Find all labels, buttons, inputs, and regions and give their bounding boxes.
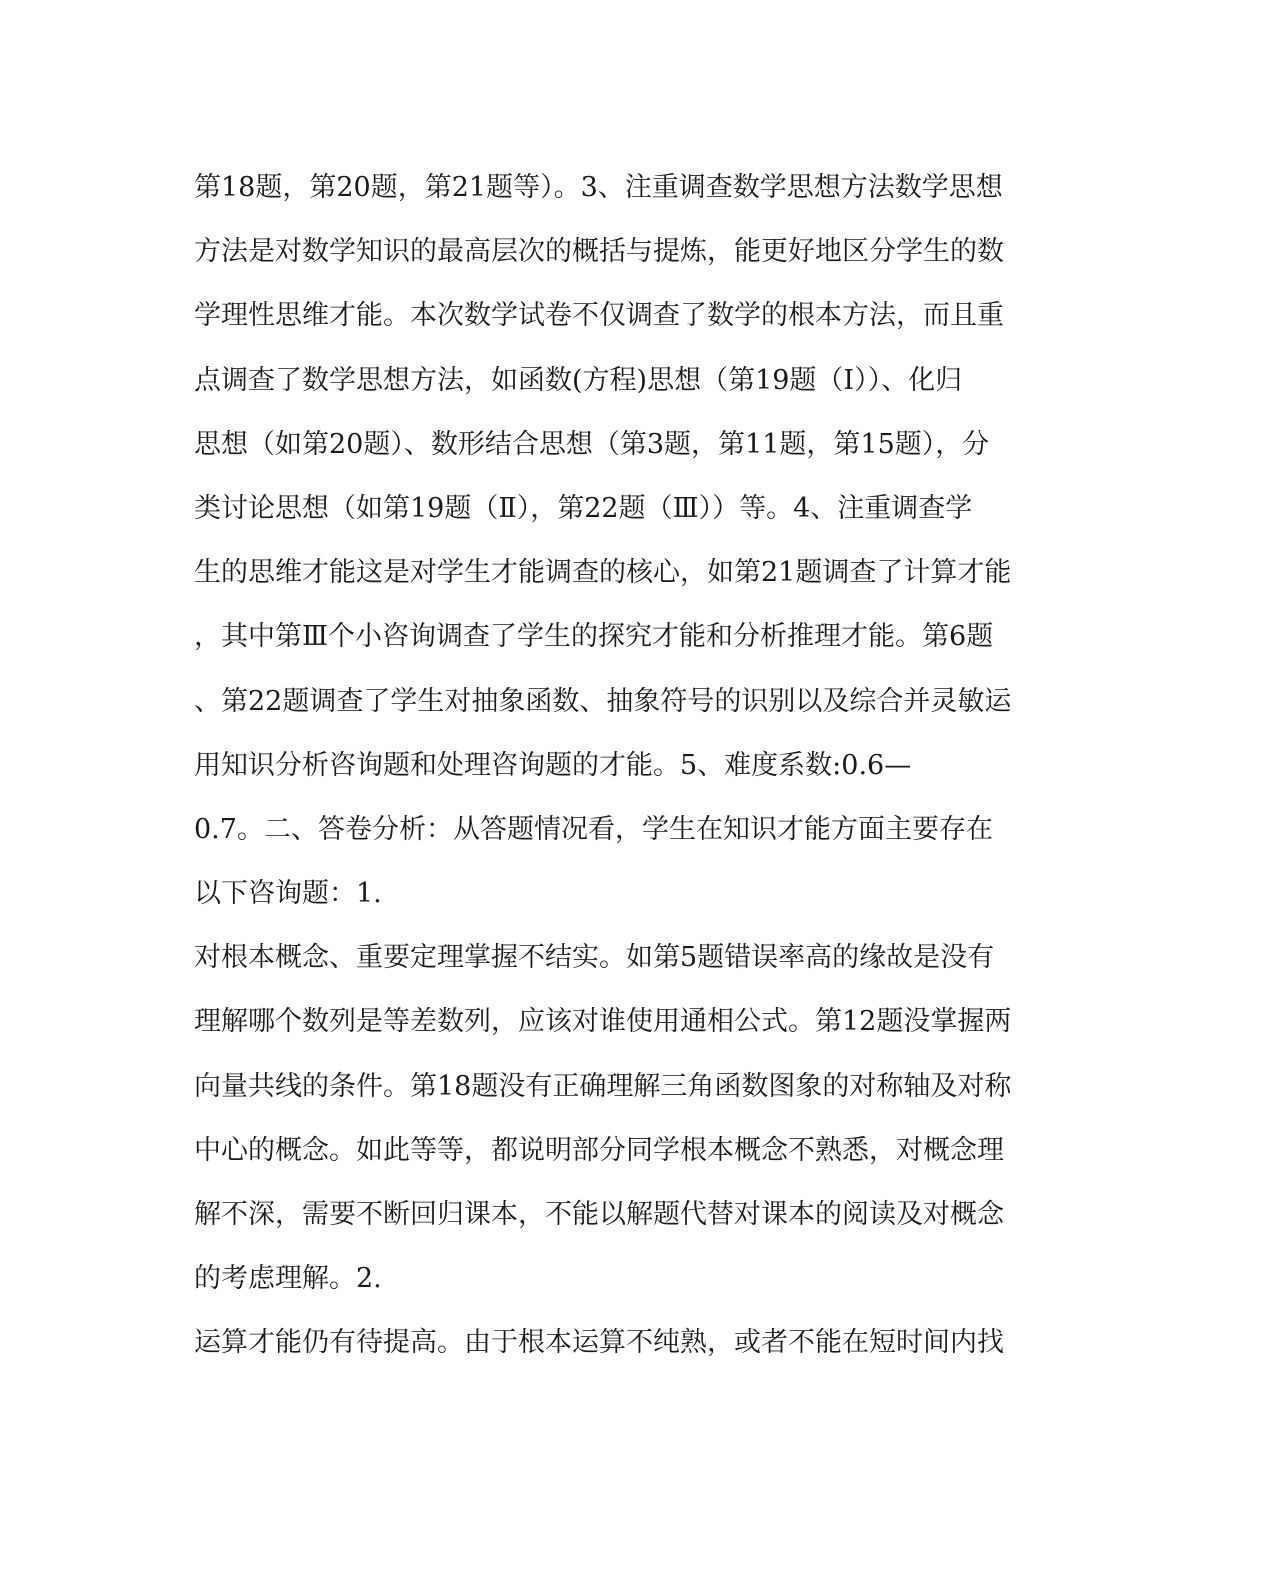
text-line: 生的思维才能这是对学生才能调查的核心，如第21题调查了计算才能 <box>194 557 1012 589</box>
text-line: 类讨论思想（如第19题（Ⅱ），第22题（Ⅲ））等。4、注重调查学 <box>194 492 973 524</box>
text-line: 对根本概念、重要定理掌握不结实。如第5题错误率高的缘故是没有 <box>194 942 995 974</box>
text-line: 用知识分析咨询题和处理咨询题的才能。5、难度系数:0.6— <box>194 749 912 781</box>
text-line: ，其中第Ⅲ个小咨询调查了学生的探究才能和分析推理才能。第6题 <box>194 621 994 653</box>
text-line: 运算才能仍有待提高。由于根本运算不纯熟，或者不能在短时间内找 <box>194 1327 1004 1359</box>
text-line: 、第22题调查了学生对抽象函数、抽象符号的识别以及综合并灵敏运 <box>194 685 1012 717</box>
text-line: 点调查了数学思想方法，如函数(方程)思想（第19题（Ⅰ））、化归 <box>194 364 963 396</box>
text-line: 的考虑理解。2. <box>194 1263 382 1295</box>
text-line: 解不深，需要不断回归课本，不能以解题代替对课本的阅读及对概念 <box>194 1199 1004 1230</box>
text-line: 方法是对数学知识的最高层次的概括与提炼，能更好地区分学生的数 <box>194 236 1004 268</box>
text-line: 中心的概念。如此等等，都说明部分同学根本概念不熟悉，对概念理 <box>194 1134 1004 1166</box>
text-line: 0.7。二、答卷分析：从答题情况看，学生在知识才能方面主要存在 <box>194 813 993 845</box>
text-line: 第18题，第20题，第21题等）。3、注重调查数学思想方法数学思想 <box>194 172 1003 203</box>
text-line: 以下咨询题：1. <box>194 878 382 910</box>
text-line: 学理性思维才能。本次数学试卷不仅调查了数学的根本方法，而且重 <box>194 300 1004 332</box>
text-line: 理解哪个数列是等差数列，应该对谁使用通相公式。第12题没掌握两 <box>194 1006 1012 1038</box>
text-line: 向量共线的条件。第18题没有正确理解三角函数图象的对称轴及对称 <box>194 1070 1012 1102</box>
body-text <box>194 164 1064 1384</box>
text-line: 思想（如第20题）、数形结合思想（第3题，第11题，第15题），分 <box>194 428 990 460</box>
